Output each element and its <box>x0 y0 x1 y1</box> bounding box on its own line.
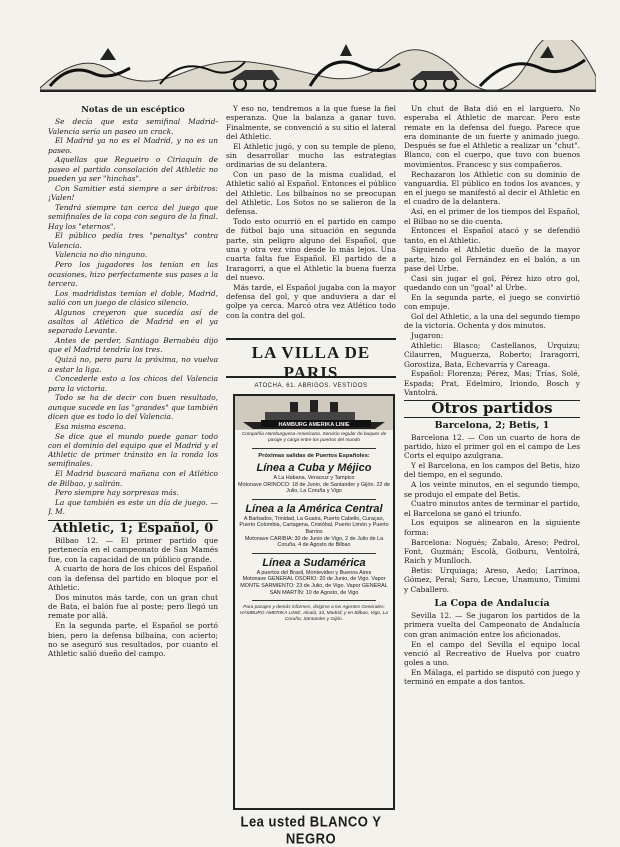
note-paragraph: Con Samitier está siempre a ser árbitros: ¡Valen! <box>48 183 218 203</box>
article-paragraph: Español: Florenza; Pérez, Mas; Trías, Solé, Espada; Prat, Edelmiro, Iriondo, Bosch y Vantolrá. <box>404 369 580 397</box>
article-paragraph: Y el Barcelona, en los campos del Betis, hizo del tiempo, en el segundo. <box>404 461 580 480</box>
article-paragraph: Siguiendo el Athletic dueño de la mayor parte, hizo gol Fernández en el balón, a un pase del Urbe. <box>404 245 580 274</box>
article-paragraph: Barcelona: Nogués; Zabalo, Areso; Pedrol, Font, Guzmán; Escolà, Goiburu, Ventolrá, Raich y Munlloch. <box>404 537 580 566</box>
ad-ship-footer: Para pasajes y demás informes, dirigirse a los Agentes Generales: HAMBURG AMERIKA LINIE, Alcalá, 33, Madrid; y en Bilbao, Vigo, La Coruña, Santander y Gijón. <box>240 605 388 623</box>
article-paragraph: Cuatro minutos antes de terminar el partido, el Barcelona se ganó el triunfo. <box>404 499 580 518</box>
column-left <box>48 104 218 819</box>
ship-icon <box>235 396 393 430</box>
divider <box>252 553 376 554</box>
ad-ship-line-ships: Motonave ORINOCO: 18 de Junio, de Santander y Gijón. 22 de Julio, La Coruña y Vigo <box>238 481 390 495</box>
header-illustration <box>40 40 596 100</box>
article-paragraph: En el campo del Sevilla el equipo local venció al Recreativo de Huelva por cuatro goles a uno. <box>404 639 580 668</box>
article-paragraph: A los veinte minutos, en el segundo tiempo, se produjo el empate del Betis. <box>404 480 580 499</box>
notes-title: Notas de un escéptico <box>81 104 185 114</box>
note-paragraph: El Madrid buscará mañana con el Atlético de Bilbao, y salirán. <box>48 469 218 488</box>
divider <box>252 600 376 601</box>
article-paragraph: Barcelona 12. — Con un cuarto de hora de partido, hizo el primer gol en el campo de Les Corts el equipo azulgrana. <box>404 432 580 461</box>
article-paragraph: A cuarto de hora de los chicos del Español con la defensa del partido en bloque por el Athletic. <box>48 564 218 593</box>
note-paragraph: El público pedía tres "penaltys" contra Valencia. <box>48 231 218 250</box>
article-paragraph: Gol del Athletic, a la una del segundo tiempo de la victoria. Ochenta y dos minutos. <box>404 312 580 331</box>
article-paragraph: Bilbao 12. — El primer partido que pertenecía en el campeonato de San Mamés fue, con la capacidad de un público grande. <box>48 536 218 564</box>
article-paragraph: Casi sin jugar el gol, Pérez hizo otro gol, quedando con un "goal" al Urbe. <box>404 273 580 293</box>
note-paragraph: Valencia no dio ninguno. <box>55 250 148 260</box>
ad-ship-line-title: Línea a Sudamérica <box>262 556 366 569</box>
ad-ship-tagline: Compañía Hamburguesa-Americana. Servicio regular de buques de pasaje y carga entre los puertos del mundo <box>241 432 387 443</box>
article-paragraph: Y eso no, tendremos a la que fuese la fiel esperanza. Que la balanza a ganar tuvo. Finalmente, se convenció a su sitio el lateral del Athletic. <box>226 104 396 141</box>
ad-ship-line-ships: Motonave GENERAL OSORIO: 20 de Junio, de Vigo. Vapor MONTE SARMIENTO: 23 de Julio, de Vigo. Vapor GENERAL SAN MARTÍN: 10 de Agosto, de Vigo <box>240 576 388 596</box>
copa-headline: La Copa de Andalucía <box>434 597 550 609</box>
note-paragraph: Esa misma escena. <box>55 421 127 431</box>
article-paragraph: Un chut de Bata dió en el larguero. No esperaba el Athletic de marcar. Pero este remate en la defensa del fuego. Parece que era dominante de un fuerte y animado juego. Después se fue el Athletic a realizar un "chut". Blanco, con el cuerpo, que tuvo con buenos movimientos. Francesc y sus compañeros. <box>404 104 580 169</box>
advertisement-hamburg-amerika <box>233 394 395 810</box>
column-right <box>404 104 580 819</box>
match-headline: Athletic, 1; Español, 0 <box>52 520 214 536</box>
ad-ship-line-route: A puertos del Brasil, Montevideo y Buenos Aires <box>256 569 372 576</box>
ad-villa-subtitle: ATOCHA, 61. ABRIGOS. VESTIDOS <box>254 383 368 389</box>
ad-ship-line-title: Línea a la América Central <box>245 502 383 515</box>
article-paragraph: Entonces el Español atacó y se defendió tanto, en el Athletic. <box>404 226 580 245</box>
note-paragraph: Los madridistas temían el doble, Madrid, salió con un juego de clásico silencio. <box>48 288 218 307</box>
divider <box>252 499 376 500</box>
article-paragraph: Todo esto ocurrió en el partido en campo de fútbol bajo una situación en segunda parte, sin peligro alguno del Español, que una y otra vez vino desde lo más lejos. Una cuarta falta fue Español. El partido de a Iraragorri, a que el Athletic la buena fuerza del nuevo. <box>226 217 396 282</box>
column-middle <box>226 104 396 362</box>
note-paragraph: Antes de perder, Santiago Bernabéu dijo que el Madrid tendría los tres. <box>48 336 218 355</box>
ad-ship-line-route: A La Habana, Veracruz y Tampico <box>273 475 355 481</box>
ad-ship-line-ships: Motonave CARIBIA: 30 de Junio de Vigo, 2 de Julio de La Coruña, 4 de Agosto de Bilbao <box>244 535 384 549</box>
article-paragraph: En la segunda parte, el juego se convirtió con empuje. <box>404 292 580 312</box>
ad-ship-intro: Próximas salidas de Puertos Españoles: <box>258 453 370 459</box>
article-paragraph: Athletic: Blasco; Castellanos, Urquizu; Cilaurren, Muguerza, Roberto; Iraragorri, Gorostiza, Bata, Echevarría y Careaga. <box>404 340 580 369</box>
note-paragraph: Se dice que el mundo puede ganar todo con el dominio del equipo que el Madrid y el Athletic de primer tránsito en la ronda los semifinales. <box>48 431 218 469</box>
advertisement-villa-de-paris <box>226 338 396 389</box>
note-paragraph: Concederle esto a los chicos del Valencia para la victoria. <box>48 374 218 393</box>
note-paragraph: Tendrá siempre tan cerca del juego que semifinales de la copa con seguro de la final. Hay los "eternos". <box>48 202 218 231</box>
advertisement-blanco-y-negro: Lea usted BLANCO Y NEGRO <box>240 812 382 847</box>
ad-ship-line-title: Línea a Cuba y Méjico <box>256 462 372 474</box>
note-paragraph: Todo se ha de decir con buen resultado, aunque sucede en las "grandes" que también dicen que es todo lo del Valencia. <box>48 393 218 421</box>
article-paragraph: El Athletic jugó, y con su temple de pleno, sin desarrollar mucho las estrategias ordinarias de su delantera. <box>226 141 396 170</box>
note-paragraph: Pero los jugadores los tenían en las ocasiones, hizo perfectamente sus pases a la tercera. <box>48 260 218 288</box>
divider <box>252 448 376 449</box>
article-paragraph: Betis: Urquiaga; Areso, Aedo; Larrinoa, Gómez, Peral; Saro, Lecue, Unamuno, Timimi y Caballero. <box>404 565 580 594</box>
article-paragraph: Con un paso de la misma cualidad, el Athletic salió al Español. Entonces el público del Athletic. Los bilbaínos no se preocupan del Athletic. Los Sotos no se salieron de la defensa. <box>226 170 396 217</box>
ad-villa-title: LA VILLA DE PARIS <box>251 343 371 382</box>
article-paragraph: Rechazaron los Athletic con su dominio de vanguardia. El público en todos los avances, y en el juego se manifestó al decir el Athletic en el cuadro de la delantera. <box>404 169 580 207</box>
note-paragraph: Se decía que esta semifinal Madrid-Valencia sería un paseo un crack. <box>48 117 218 136</box>
article-paragraph: Así, en el primer de los tiempos del Español, el Bilbao no se dio cuenta. <box>404 207 580 226</box>
article-paragraph: Más tarde, el Español jugaba con la mayor defensa del gol, y que anduviera a dar el golpe ya cerca. Marcó otra vez Atlético todo con la contra del gol. <box>226 282 396 320</box>
article-paragraph: En Málaga, el partido se disputó con juego y terminó en empate a dos tantos. <box>404 667 580 687</box>
note-paragraph: Algunos creyeron que sucedía así de asaltos al Atlético de Madrid en el ya separado Levante. <box>48 307 218 336</box>
match-headline: Barcelona, 2; Betis, 1 <box>434 419 550 431</box>
note-paragraph: Aquellas que Regueiro o Ciriaquín de paseo el partido consolación del Athletic no pueden ya ser "hinchas". <box>48 155 218 184</box>
note-paragraph: Quizá no, pero para la próxima, no vuelva a estar la liga. <box>48 355 218 374</box>
ad-ship-banner: HAMBURG AMERIKA LINIE <box>278 422 350 428</box>
article-paragraph: Jugaron: <box>411 331 444 341</box>
ad-ship-line-route: A Barbados, Trinidad, La Guaira, Puerto Cabello, Curaçao, Puerto Colombia, Cartagena, Cristóbal, Puerto Limón y Puerto Barrios <box>239 515 389 535</box>
note-paragraph: El Madrid ya no es el Madrid, y no es un paseo. <box>48 136 218 155</box>
article-paragraph: Sevilla 12. — Se jugaron los partidos de la primera vuelta del Campeonato de Andalucía con gran animación entre los aficionados. <box>404 611 580 639</box>
note-paragraph: Pero siempre hay sorpresas más. <box>55 488 179 498</box>
ad-ship-body <box>238 432 390 623</box>
note-paragraph: La que también es este un día de juego. — J. M. <box>48 498 218 517</box>
article-paragraph: Los equipos se alinearon en la siguiente forma: <box>404 518 580 537</box>
article-paragraph: Dos minutos más tarde, con un gran chut de Bata, el balón fue al poste; pero llegó un remate por allá. <box>48 592 218 621</box>
section-headline: Otros partidos <box>431 399 553 418</box>
article-paragraph: En la segunda parte, el Español se portó bien, pero la defensa bilbaína, con acierto; no se aseguró sus resultados, por cuanto el Athletic salió dueño del campo. <box>48 621 218 659</box>
